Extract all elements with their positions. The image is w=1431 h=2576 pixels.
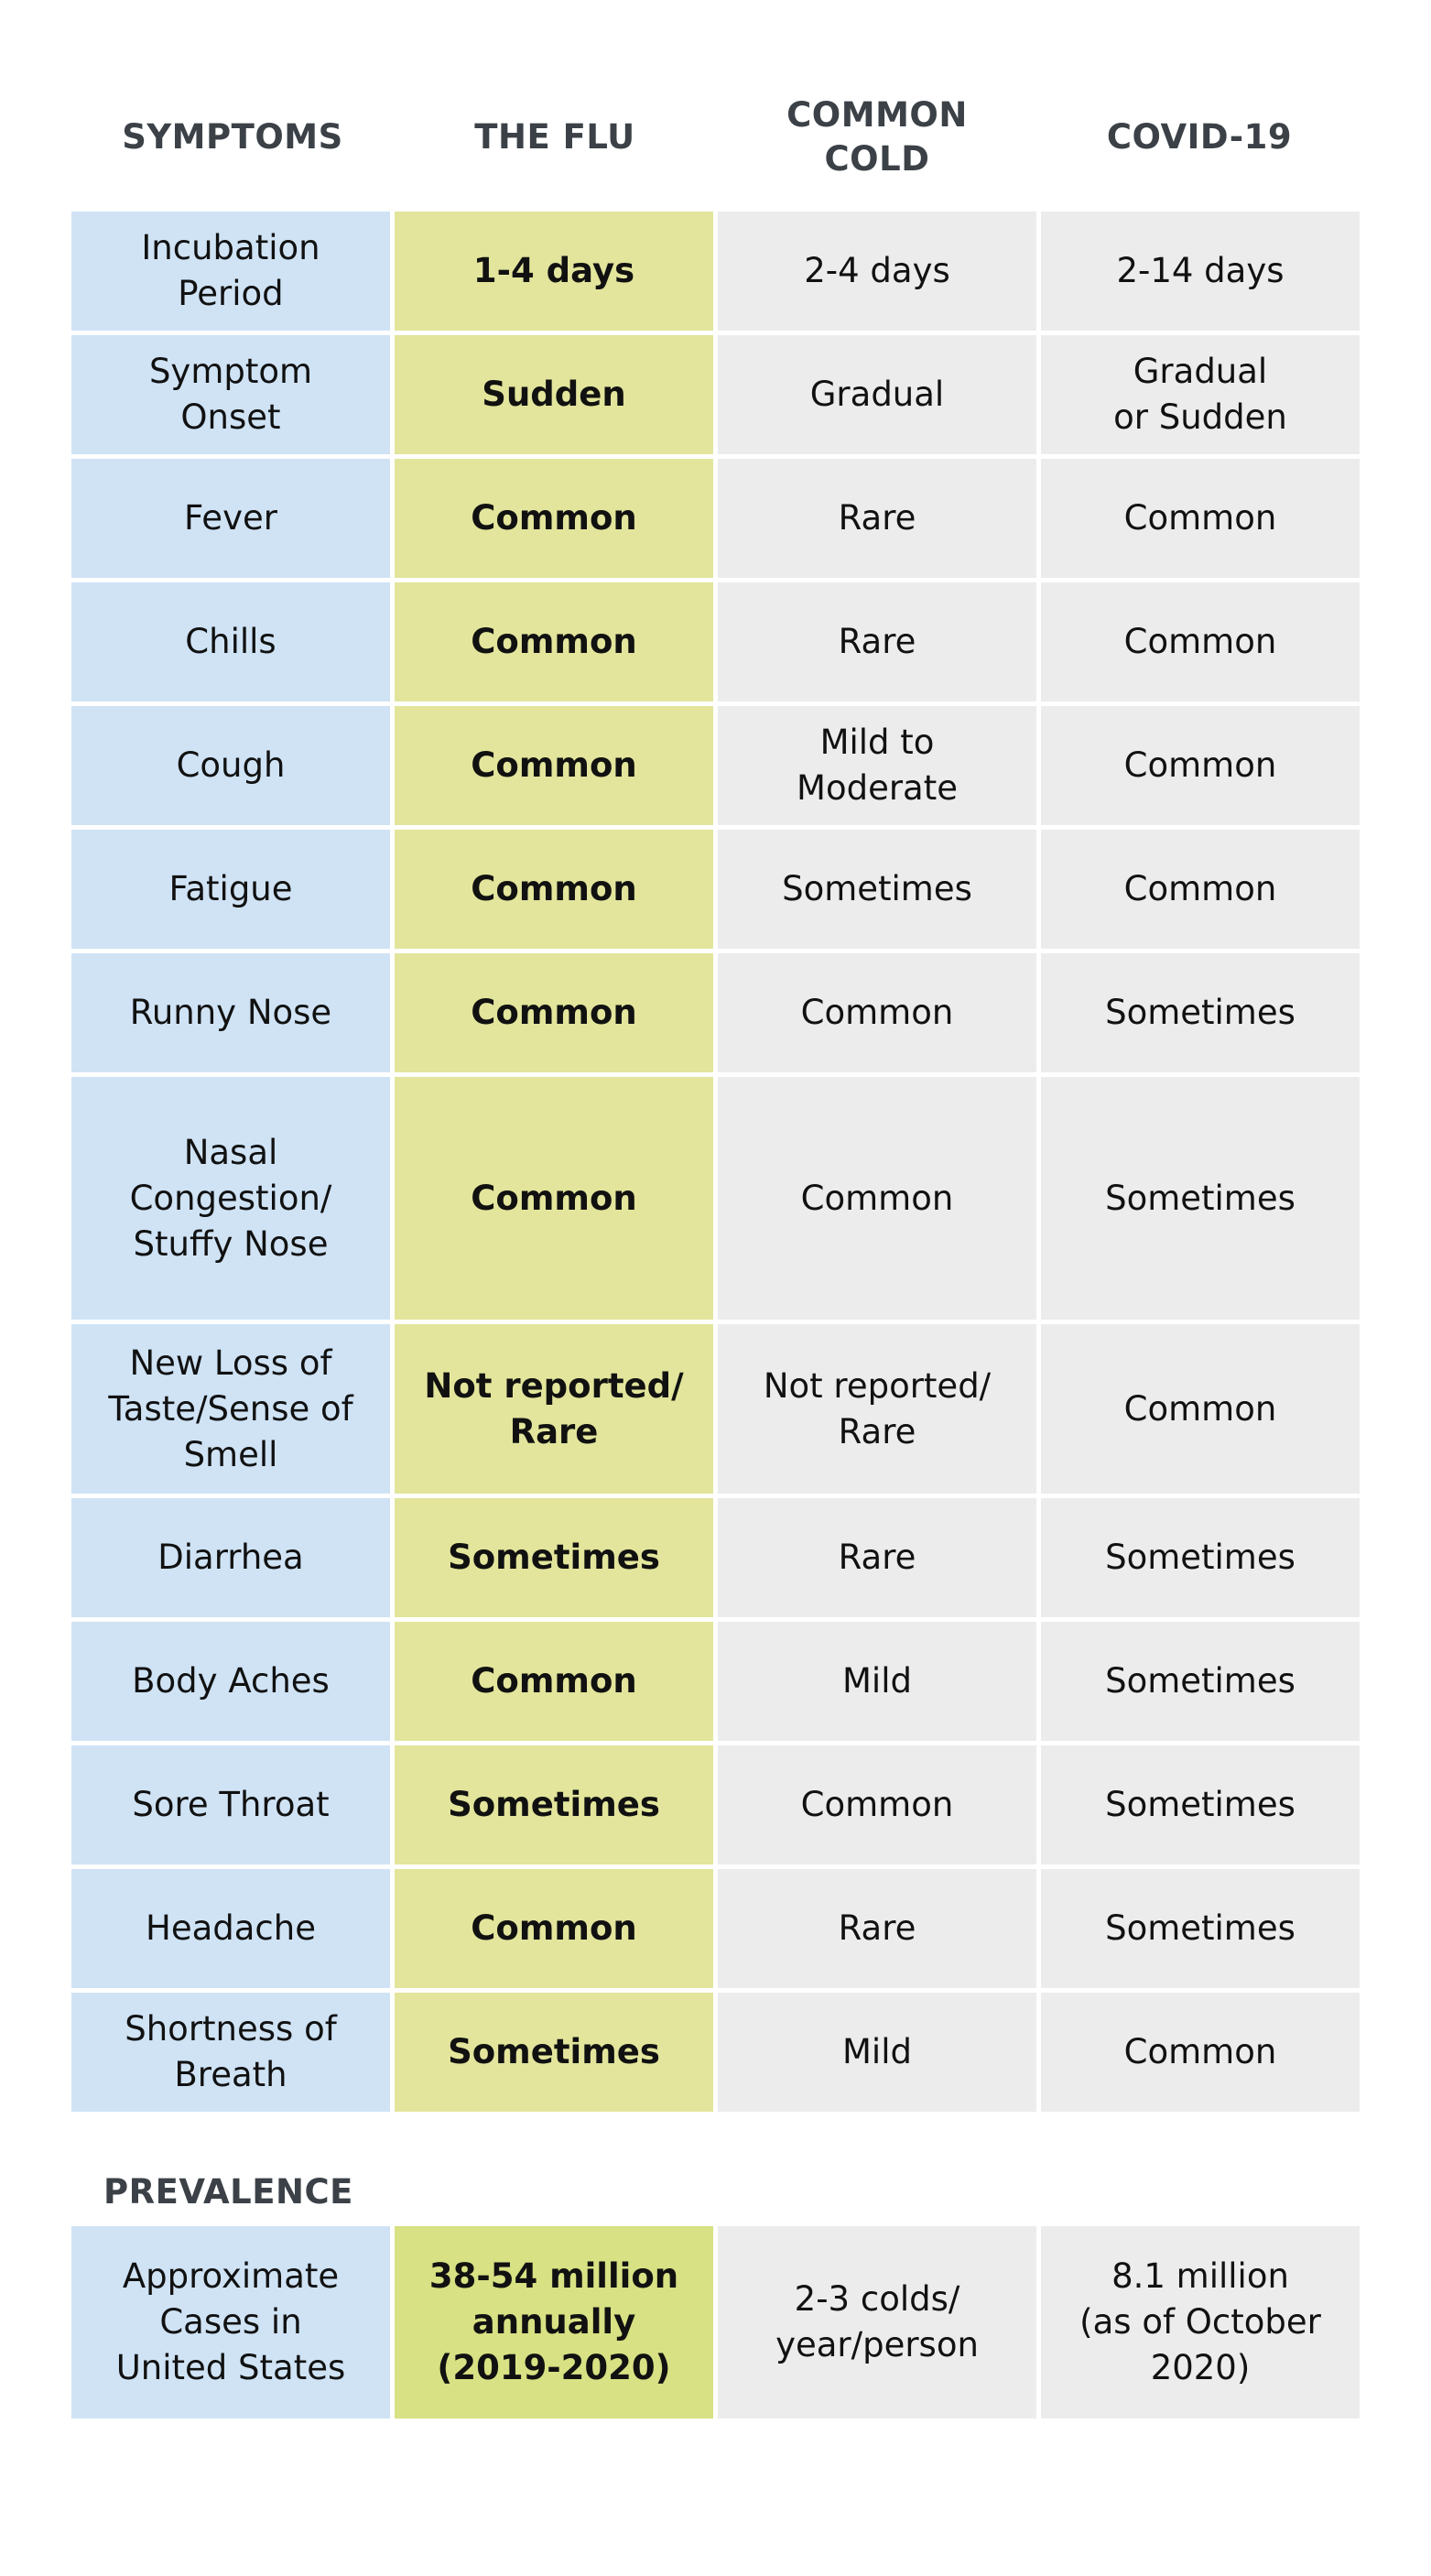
row-flu-value: Common bbox=[395, 1077, 713, 1320]
row-covid-value: Common bbox=[1041, 830, 1360, 949]
row-symptom: Runny Nose bbox=[71, 953, 390, 1072]
row-flu-value: Not reported/ Rare bbox=[395, 1324, 713, 1494]
row-flu-value: Common bbox=[395, 953, 713, 1072]
row-cold-value: Mild bbox=[718, 1993, 1036, 2112]
row-cold-value: Mild to Moderate bbox=[718, 706, 1036, 825]
prevalence-cold-value: 2-3 colds/ year/person bbox=[718, 2226, 1036, 2418]
row-symptom: Nasal Congestion/ Stuffy Nose bbox=[71, 1077, 390, 1320]
row-symptom: New Loss of Taste/Sense of Smell bbox=[71, 1324, 390, 1494]
row-cold-value: Rare bbox=[718, 1498, 1036, 1617]
row-cold-value: Common bbox=[718, 1745, 1036, 1864]
row-symptom: Chills bbox=[71, 582, 390, 701]
row-covid-value: Common bbox=[1041, 1993, 1360, 2112]
row-cold-value: Common bbox=[718, 1077, 1036, 1320]
row-covid-value: Gradual or Sudden bbox=[1041, 335, 1360, 454]
header-covid-19: COVID-19 bbox=[1106, 117, 1293, 157]
row-symptom: Fever bbox=[71, 459, 390, 578]
row-covid-value: Sometimes bbox=[1041, 1498, 1360, 1617]
row-cold-value: Rare bbox=[718, 1869, 1036, 1988]
row-cold-value: Mild bbox=[718, 1622, 1036, 1741]
row-flu-value: Sometimes bbox=[395, 1498, 713, 1617]
prevalence-covid-value: 8.1 million (as of October 2020) bbox=[1041, 2226, 1360, 2418]
row-cold-value: Gradual bbox=[718, 335, 1036, 454]
row-symptom: Incubation Period bbox=[71, 212, 390, 331]
row-flu-value: Common bbox=[395, 706, 713, 825]
prevalence-label: Approximate Cases in United States bbox=[71, 2226, 390, 2418]
row-symptom: Sore Throat bbox=[71, 1745, 390, 1864]
row-covid-value: Sometimes bbox=[1041, 1869, 1360, 1988]
prevalence-title: PREVALENCE bbox=[103, 2172, 353, 2212]
symptoms-table bbox=[71, 212, 1361, 2112]
row-covid-value: Sometimes bbox=[1041, 953, 1360, 1072]
row-cold-value: Common bbox=[718, 953, 1036, 1072]
row-cold-value: Not reported/ Rare bbox=[718, 1324, 1036, 1494]
row-cold-value: Sometimes bbox=[718, 830, 1036, 949]
row-symptom: Body Aches bbox=[71, 1622, 390, 1741]
row-flu-value: Sometimes bbox=[395, 1993, 713, 2112]
row-symptom: Cough bbox=[71, 706, 390, 825]
row-flu-value: Sometimes bbox=[395, 1745, 713, 1864]
row-covid-value: Sometimes bbox=[1041, 1622, 1360, 1741]
prevalence-table bbox=[71, 2226, 1361, 2418]
header-symptoms: SYMPTOMS bbox=[122, 117, 343, 157]
row-symptom: Diarrhea bbox=[71, 1498, 390, 1617]
row-flu-value: Sudden bbox=[395, 335, 713, 454]
row-flu-value: Common bbox=[395, 1869, 713, 1988]
header-the-flu: THE FLU bbox=[474, 117, 635, 157]
row-flu-value: Common bbox=[395, 459, 713, 578]
row-covid-value: 2-14 days bbox=[1041, 212, 1360, 331]
row-cold-value: Rare bbox=[718, 582, 1036, 701]
prevalence-flu-value: 38-54 million annually (2019-2020) bbox=[395, 2226, 713, 2418]
row-covid-value: Common bbox=[1041, 459, 1360, 578]
row-covid-value: Common bbox=[1041, 706, 1360, 825]
row-symptom: Symptom Onset bbox=[71, 335, 390, 454]
column-headers bbox=[71, 87, 1361, 188]
header-common-cold: COMMON COLD bbox=[786, 95, 968, 179]
row-cold-value: Rare bbox=[718, 459, 1036, 578]
row-flu-value: Common bbox=[395, 1622, 713, 1741]
row-covid-value: Common bbox=[1041, 582, 1360, 701]
row-flu-value: 1-4 days bbox=[395, 212, 713, 331]
row-flu-value: Common bbox=[395, 830, 713, 949]
row-cold-value: 2-4 days bbox=[718, 212, 1036, 331]
row-symptom: Fatigue bbox=[71, 830, 390, 949]
row-covid-value: Sometimes bbox=[1041, 1745, 1360, 1864]
row-symptom: Headache bbox=[71, 1869, 390, 1988]
row-flu-value: Common bbox=[395, 582, 713, 701]
row-symptom: Shortness of Breath bbox=[71, 1993, 390, 2112]
row-covid-value: Sometimes bbox=[1041, 1077, 1360, 1320]
row-covid-value: Common bbox=[1041, 1324, 1360, 1494]
